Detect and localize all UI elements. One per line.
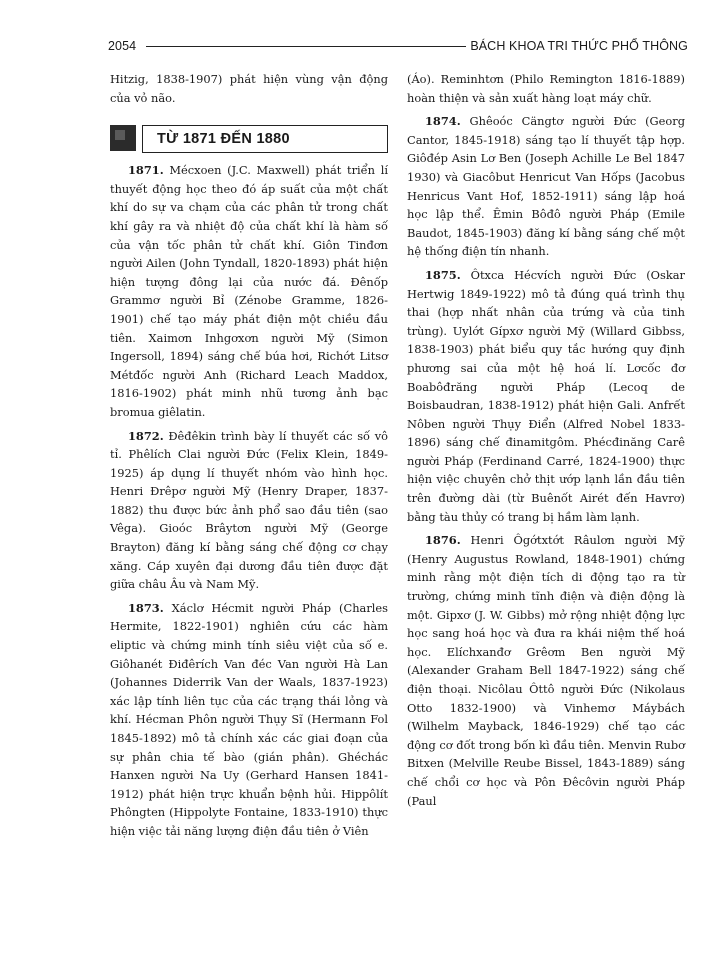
entry-1871-text: Mécxoen (J.C. Maxwell) phát triển lí thuyết động học theo đó áp suất của một chất khí do sự va chạm của các phân tử trong chất khí gây ra và nhiệt độ của chất khí là hàm số của vận tốc phân tử chất khí. Giôn Tinđơn người Ailen (John Tyndall, 1820-1893) phát hiện hiện tượng đông lại của nước đá. Đênốp Grammơ người Bỉ (Zénobe Gramme, 1826-1901) chế tạo máy phát điện một chiều đầu tiên. Xaimơn Inhgơxơn người Mỹ (Simon Ingersoll, 1894) sáng chế búa hơi, Richớt Litsơ Métđốc người Anh (Richard Leach Maddox, 1816-1902) phát minh nhũ tương ảnh bạc bromua giêlatin. [110,163,388,419]
section-marker-icon [110,125,136,151]
year-1871: 1871. [128,163,164,178]
header-rule [146,46,466,47]
section-header [110,125,388,153]
year-1876: 1876. [425,533,461,548]
left-column [110,70,388,846]
entry-1872 [110,427,388,594]
entry-1873 [110,599,388,841]
year-1875: 1875. [425,267,461,282]
continuation-paragraph: (Áo). Reminhtơn (Philo Remington 1816-1889) hoàn thiện và sản xuất hàng loạt máy chữ. [407,72,685,105]
year-1874: 1874. [425,114,461,129]
entry-1876 [407,531,685,810]
entry-1876-text: Henri Ôgớtxtớt Râulơn người Mỹ (Henry Augustus Rowland, 1848-1901) chứng minh rằng một điện tích di động tạo ra từ trường, chứng minh tĩnh điện và điện động là một. Gipxơ (J. W. Gibbs) mở rộng nhiệt động lực học sang hoá học và đưa ra khái niệm thế hoá học. Elíchxanđơ Grêơm Ben người Mỹ (Alexander Graham Bell 1847-1922) sáng chế điện thoại. Nicôlau Ôttô người Đức (Nikolaus Otto 1832-1900) và Vinhemơ Máybách (Wilhelm Mayback, 1846-1929) chế tạo các động cơ đốt trong bốn kì đầu tiên. Menvin Rubơ Bitxen (Melville Reube Bissel, 1843-1889) sáng chế chổi cơ học và Pôn Đêcôvin người Pháp (Paul [407,533,685,808]
running-title: BÁCH KHOA TRI THỨC PHỔ THÔNG [470,39,688,53]
year-1872: 1872. [128,428,164,443]
entry-1872-text: Đêđêkin trình bày lí thuyết các số vô tỉ. Phêlích Clai người Đức (Felix Klein, 1849-1925) áp dụng lí thuyết nhóm vào hình học. Henri Đrêpơ người Mỹ (Henry Draper, 1837-1882) thu được bức ảnh phổ sao đầu tiên (sao Vêga). Gioóc Brâytơn người Mỹ (George Brayton) đăng kí bằng sáng chế động cơ chạy xăng. Cáp xuyên đại dương đầu tiên được đặt giữa châu Âu và Nam Mỹ. [110,428,388,592]
right-column [407,70,685,815]
entry-1875 [407,266,685,526]
year-1873: 1873. [128,600,164,615]
entry-1874-text: Ghêoóc Cängtơ người Đức (Georg Cantor, 1845-1918) sáng tạo lí thuyết tập hợp. Giôđép Asin Lơ Ben (Joseph Achille Le Bel 1847 1930) và Giacôbut Henricut Van Hốps (Jacobus Henricus Vant Hof, 1852-1911) sáng lập hoá học lập thể. Êmin Bôđô người Pháp (Emile Baudot, 1845-1903) đăng kí bằng sáng chế một hệ thống điện tín nhanh. [407,114,685,259]
entry-1875-text: Ôtxca Hécvích người Đức (Oskar Hertwig 1849-1922) mô tả đúng quá trình thụ thai (hợp nhất nhân của trứng và của tinh trùng). Uylớt Gípxơ người Mỹ (Willard Gibbss, 1838-1903) phát biểu quy tắc hướng quy định phương sai của một hệ hoá lí. Lơcốc đơ Boabôđrăng người Pháp (Lecoq de Boisbaudran, 1838-1912) phát hiện Gali. Anfrết Nôben người Thụy Điển (Alfred Nobel 1833-1896) sáng chế đinamitgôm. Phécđinăng Carê người Pháp (Ferdinand Carré, 1824-1900) thực hiện việc chuyên chở thịt ướp lạnh lần đầu tiên trên đường dài (từ Buênốt Airét đến Havrơ) bằng tàu thủy có trang bị hầm làm lạnh. [407,267,685,524]
intro-paragraph: Hitzig, 1838-1907) phát hiện vùng vận động của vỏ não. [110,72,388,105]
running-header [108,36,688,56]
entry-1871 [110,161,388,421]
page-number: 2054 [108,39,137,53]
section-title: TỪ 1871 ĐẾN 1880 [142,125,388,153]
entry-1874 [407,112,685,261]
entry-1873-text: Xáclơ Hécmit người Pháp (Charles Hermite, 1822-1901) nghiên cứu các hàm eliptic và chứng minh tính siêu việt của số e. Giôhanét Điđêrích Van đéc Van người Hà Lan (Johannes Diderrik Van der Waals, 1837-1923) xác lập tính liên tục của các trạng thái lỏng và khí. Hécman Phôn người Thụy Sĩ (Hermann Fol 1845-1892) mô tả chính xác các giai đoạn của sự phân chia tế bào (gián phân). Ghéchác Hanxen người Na Uy (Gerhard Hansen 1841-1912) phát hiện trực khuẩn bệnh hủi. Hippôlít Phôngten (Hippolyte Fontaine, 1833-1910) thực hiện việc tải năng lượng điện đầu tiên ở Viên [110,600,388,838]
